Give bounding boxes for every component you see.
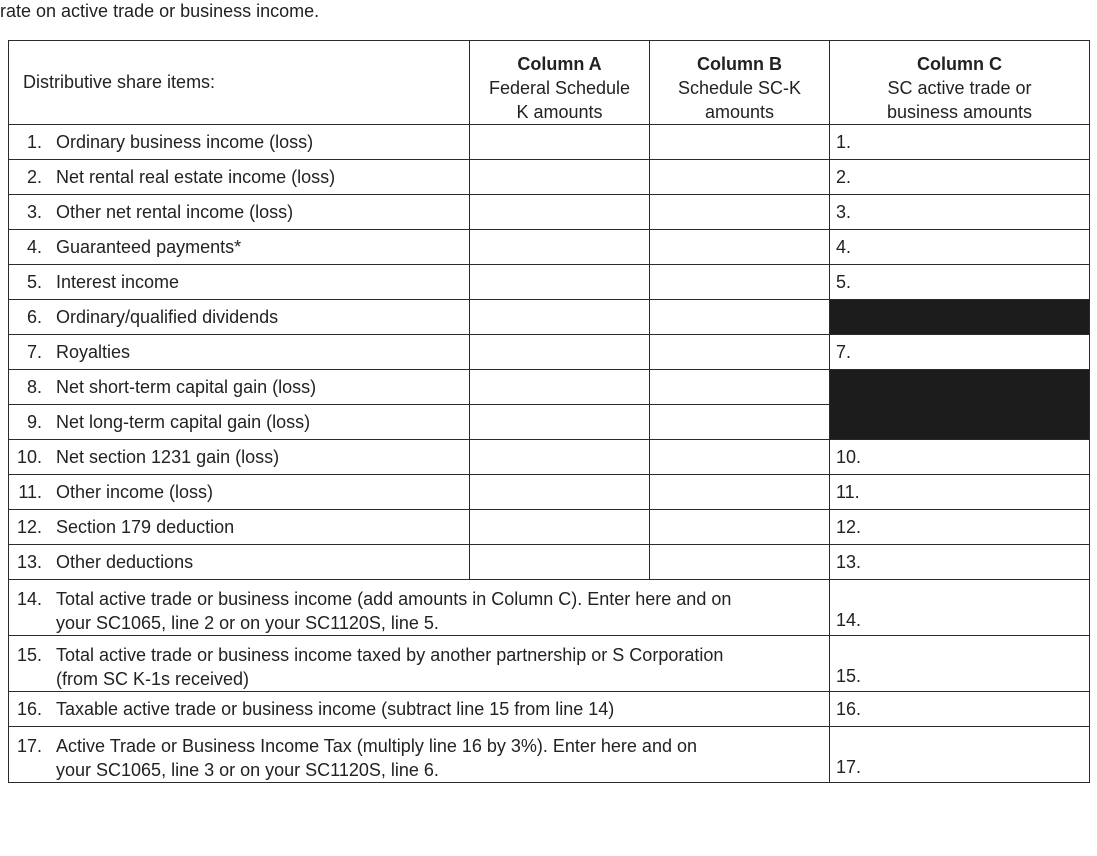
column-c-field[interactable]: 17. bbox=[830, 727, 1090, 783]
column-b-field[interactable] bbox=[650, 265, 830, 300]
total-label-line-1: Total active trade or business income (add amounts in Column C). Enter here and on bbox=[56, 589, 732, 609]
column-b-field[interactable] bbox=[650, 545, 830, 580]
line-row-1 bbox=[9, 125, 1090, 160]
line-label: Section 179 deduction bbox=[56, 516, 235, 537]
line-number: 9. bbox=[26, 411, 42, 432]
line-description bbox=[9, 370, 470, 405]
column-b-subtitle-1: Schedule SC-K bbox=[677, 78, 802, 98]
column-b-field[interactable] bbox=[650, 335, 830, 370]
line-number: 17. bbox=[16, 736, 42, 756]
column-c-field[interactable]: 16. bbox=[830, 692, 1090, 727]
column-b-field[interactable] bbox=[650, 510, 830, 545]
column-c-field[interactable]: 1. bbox=[830, 125, 1090, 160]
total-label-line-2: (from SC K-1s received) bbox=[56, 669, 250, 689]
items-header: Distributive share items: bbox=[9, 41, 470, 125]
line-row-8 bbox=[9, 370, 1090, 405]
column-b-field[interactable] bbox=[650, 125, 830, 160]
line-number: 4. bbox=[26, 236, 42, 257]
column-c-field[interactable]: 12. bbox=[830, 510, 1090, 545]
line-description bbox=[9, 265, 470, 300]
column-c-field[interactable]: 5. bbox=[830, 265, 1090, 300]
total-label-line-1: Taxable active trade or business income (subtract line 15 from line 14) bbox=[56, 698, 615, 719]
line-number: 11. bbox=[18, 481, 42, 502]
column-c-shaded-cell bbox=[830, 370, 1090, 440]
line-label: Ordinary/qualified dividends bbox=[56, 306, 279, 327]
line-description bbox=[9, 405, 470, 440]
total-row-14 bbox=[9, 580, 1090, 636]
total-label-line-1: Active Trade or Business Income Tax (multiply line 16 by 3%). Enter here and on bbox=[56, 736, 697, 756]
line-description bbox=[9, 475, 470, 510]
line-description bbox=[9, 160, 470, 195]
column-b-field[interactable] bbox=[650, 160, 830, 195]
column-a-field[interactable] bbox=[470, 265, 650, 300]
line-number: 3. bbox=[26, 201, 42, 222]
column-c-field[interactable]: 11. bbox=[830, 475, 1090, 510]
column-b-subtitle-2: amounts bbox=[704, 102, 775, 122]
line-description bbox=[9, 335, 470, 370]
line-number: 7. bbox=[26, 341, 42, 362]
column-a-field[interactable] bbox=[470, 475, 650, 510]
column-a-field[interactable] bbox=[470, 125, 650, 160]
line-row-5 bbox=[9, 265, 1090, 300]
line-number: 12. bbox=[16, 516, 42, 537]
line-row-4 bbox=[9, 230, 1090, 265]
column-c-subtitle-1: SC active trade or bbox=[887, 78, 1032, 98]
column-b-header bbox=[650, 41, 830, 125]
line-label: Other income (loss) bbox=[56, 481, 214, 502]
column-a-field[interactable] bbox=[470, 195, 650, 230]
column-c-field[interactable]: 10. bbox=[830, 440, 1090, 475]
total-description bbox=[9, 580, 830, 636]
column-a-field[interactable] bbox=[470, 440, 650, 475]
line-row-11 bbox=[9, 475, 1090, 510]
line-number: 10. bbox=[16, 446, 42, 467]
column-b-field[interactable] bbox=[650, 300, 830, 335]
line-description bbox=[9, 545, 470, 580]
column-b-field[interactable] bbox=[650, 475, 830, 510]
line-label: Guaranteed payments* bbox=[56, 236, 242, 257]
column-b-field[interactable] bbox=[650, 440, 830, 475]
column-b-field[interactable] bbox=[650, 195, 830, 230]
line-description bbox=[9, 125, 470, 160]
column-c-field[interactable]: 4. bbox=[830, 230, 1090, 265]
line-label: Net rental real estate income (loss) bbox=[56, 166, 336, 187]
column-c-header bbox=[830, 41, 1090, 125]
line-label: Interest income bbox=[56, 271, 180, 292]
total-description bbox=[9, 727, 830, 783]
column-b-field[interactable] bbox=[650, 370, 830, 405]
line-number: 15. bbox=[16, 645, 42, 665]
line-description bbox=[9, 510, 470, 545]
table-header-row bbox=[9, 41, 1090, 125]
total-label-line-2: your SC1065, line 2 or on your SC1120S, line 5. bbox=[56, 613, 439, 633]
total-row-17 bbox=[9, 727, 1090, 783]
column-a-field[interactable] bbox=[470, 335, 650, 370]
column-c-title: Column C bbox=[917, 54, 1002, 74]
line-number: 1. bbox=[26, 131, 42, 152]
line-number: 5. bbox=[26, 271, 42, 292]
column-a-title: Column A bbox=[517, 54, 602, 74]
line-description bbox=[9, 440, 470, 475]
column-a-header bbox=[470, 41, 650, 125]
column-c-field[interactable]: 7. bbox=[830, 335, 1090, 370]
column-c-field[interactable]: 3. bbox=[830, 195, 1090, 230]
column-a-subtitle-1: Federal Schedule bbox=[488, 78, 631, 98]
line-number: 13. bbox=[16, 551, 42, 572]
column-c-field[interactable]: 13. bbox=[830, 545, 1090, 580]
line-description bbox=[9, 300, 470, 335]
column-a-field[interactable] bbox=[470, 160, 650, 195]
line-number: 14. bbox=[16, 589, 42, 609]
total-row-15 bbox=[9, 636, 1090, 692]
column-c-field[interactable]: 14. bbox=[830, 580, 1090, 636]
column-c-shaded-cell bbox=[830, 300, 1090, 335]
intro-text: rate on active trade or business income. bbox=[0, 1, 320, 21]
column-a-subtitle-2: K amounts bbox=[516, 102, 603, 122]
line-row-12 bbox=[9, 510, 1090, 545]
column-c-subtitle-2: business amounts bbox=[886, 102, 1033, 122]
total-description bbox=[9, 692, 830, 727]
line-number: 16. bbox=[16, 698, 42, 719]
column-c-field[interactable]: 2. bbox=[830, 160, 1090, 195]
line-row-13 bbox=[9, 545, 1090, 580]
line-row-2 bbox=[9, 160, 1090, 195]
line-number: 8. bbox=[26, 376, 42, 397]
line-row-3 bbox=[9, 195, 1090, 230]
line-number: 6. bbox=[26, 306, 42, 327]
column-b-field[interactable] bbox=[650, 230, 830, 265]
column-a-field[interactable] bbox=[470, 230, 650, 265]
total-label-line-2: your SC1065, line 3 or on your SC1120S, line 6. bbox=[56, 760, 439, 780]
line-label: Net long-term capital gain (loss) bbox=[56, 411, 311, 432]
line-label: Net section 1231 gain (loss) bbox=[56, 446, 280, 467]
line-row-6 bbox=[9, 300, 1090, 335]
total-label-line-1: Total active trade or business income taxed by another partnership or S Corporation bbox=[56, 645, 724, 665]
line-row-7 bbox=[9, 335, 1090, 370]
line-description bbox=[9, 195, 470, 230]
column-a-field[interactable] bbox=[470, 545, 650, 580]
column-a-field[interactable] bbox=[470, 300, 650, 335]
line-number: 2. bbox=[26, 166, 42, 187]
column-a-field[interactable] bbox=[470, 370, 650, 405]
distributive-share-table bbox=[8, 40, 1090, 783]
line-label: Royalties bbox=[56, 341, 131, 362]
line-label: Other deductions bbox=[56, 551, 194, 572]
column-b-title: Column B bbox=[697, 54, 782, 74]
line-label: Ordinary business income (loss) bbox=[56, 131, 314, 152]
total-row-16 bbox=[9, 692, 1090, 727]
column-a-field[interactable] bbox=[470, 510, 650, 545]
total-description bbox=[9, 636, 830, 692]
line-label: Other net rental income (loss) bbox=[56, 201, 294, 222]
column-a-field[interactable] bbox=[470, 405, 650, 440]
line-label: Net short-term capital gain (loss) bbox=[56, 376, 317, 397]
column-b-field[interactable] bbox=[650, 405, 830, 440]
line-description bbox=[9, 230, 470, 265]
column-c-field[interactable]: 15. bbox=[830, 636, 1090, 692]
line-row-10 bbox=[9, 440, 1090, 475]
